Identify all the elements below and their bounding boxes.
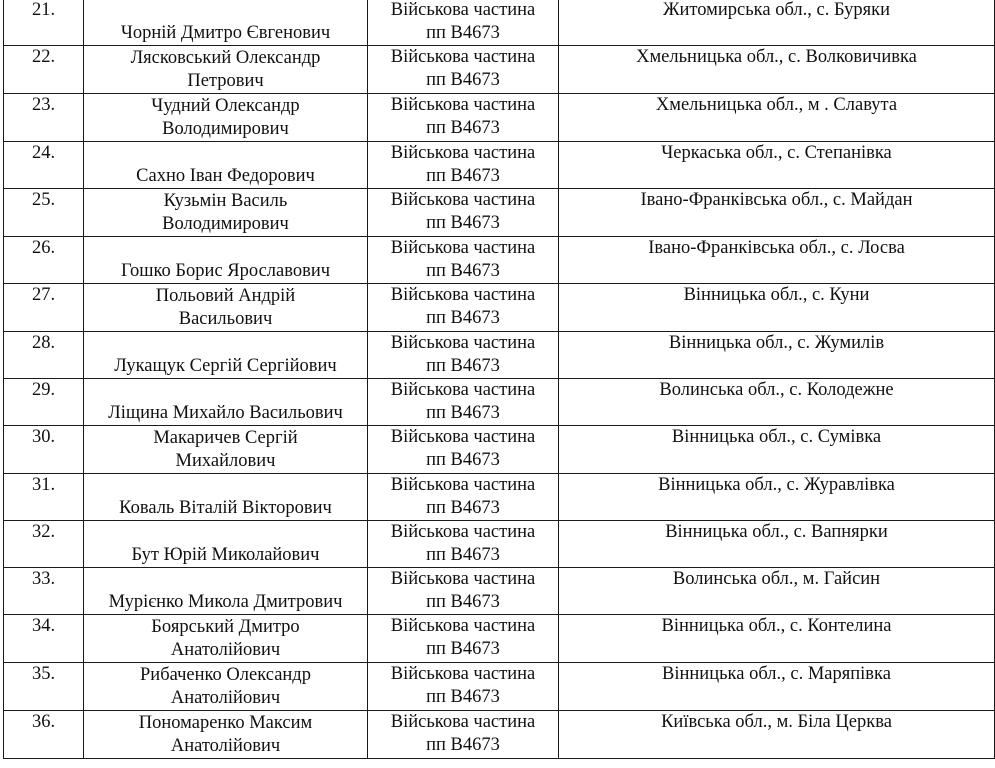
- military-unit-line2: пп В4673: [426, 403, 500, 423]
- home-location-cell: [559, 663, 995, 711]
- full-name-cell: [84, 332, 368, 379]
- military-unit-line2: пп В4673: [426, 166, 500, 186]
- military-unit-line1: Військова частина: [390, 238, 536, 258]
- military-unit-line1: Військова частина: [390, 712, 536, 732]
- military-unit-cell: [368, 0, 559, 46]
- military-unit-line1: Військова частина: [390, 0, 536, 20]
- military-unit-line2: пп В4673: [426, 545, 500, 565]
- military-unit-cell: [368, 426, 559, 474]
- home-location: Вінницька обл., с. Маряпівка: [662, 664, 891, 684]
- row-number-cell: [4, 663, 84, 711]
- home-location: Житомирська обл., с. Буряки: [662, 0, 891, 20]
- row-number: 34.: [31, 616, 56, 636]
- row-number: 29.: [31, 380, 56, 400]
- home-location-cell: [559, 521, 995, 568]
- military-unit-line2: пп В4673: [426, 23, 500, 43]
- full-name-line2: Володимирович: [162, 119, 289, 139]
- military-unit-line1: Військова частина: [390, 285, 536, 305]
- full-name-cell: [84, 237, 368, 284]
- military-unit-line2: пп В4673: [426, 450, 500, 470]
- table-row: [4, 663, 995, 711]
- full-name-cell: [84, 379, 368, 426]
- military-unit-line2: пп В4673: [426, 118, 500, 138]
- home-location-cell: [559, 46, 995, 94]
- home-location: Черкаська обл., с. Степанівка: [661, 143, 892, 163]
- military-unit-cell: [368, 189, 559, 237]
- table-row: [4, 521, 995, 568]
- home-location: Волинська обл., м. Гайсин: [672, 569, 881, 589]
- military-unit-cell: [368, 284, 559, 332]
- row-number: 30.: [31, 427, 56, 447]
- full-name-cell: [84, 46, 368, 94]
- row-number: 22.: [31, 47, 56, 67]
- full-name-line1: Пономаренко Максим: [138, 713, 313, 733]
- full-name-cell: [84, 568, 368, 615]
- full-name: Ліщина Михайло Васильович: [108, 403, 343, 423]
- full-name: Мурієнко Микола Дмитрович: [108, 592, 343, 612]
- row-number: 27.: [31, 285, 56, 305]
- military-unit-line1: Військова частина: [390, 475, 536, 495]
- row-number-cell: [4, 94, 84, 142]
- row-number-cell: [4, 332, 84, 379]
- home-location-cell: [559, 189, 995, 237]
- full-name-cell: [84, 189, 368, 237]
- military-unit-line1: Військова частина: [390, 427, 536, 447]
- military-unit-line1: Військова частина: [390, 664, 536, 684]
- military-unit-cell: [368, 615, 559, 663]
- military-unit-line1: Військова частина: [390, 190, 536, 210]
- row-number-cell: [4, 237, 84, 284]
- home-location-cell: [559, 615, 995, 663]
- home-location-cell: [559, 426, 995, 474]
- home-location: Вінницька обл., с. Куни: [683, 285, 870, 305]
- row-number-cell: [4, 521, 84, 568]
- full-name-line1: Макаричев Сергій: [153, 428, 298, 448]
- home-location: Волинська обл., с. Колодежне: [659, 380, 894, 400]
- row-number: 25.: [31, 190, 56, 210]
- row-number: 24.: [31, 143, 56, 163]
- military-unit-line1: Військова частина: [390, 380, 536, 400]
- full-name-cell: [84, 142, 368, 189]
- military-unit-line2: пп В4673: [426, 261, 500, 281]
- home-location-cell: [559, 94, 995, 142]
- table-row: [4, 0, 995, 46]
- full-name-line2: Володимирович: [162, 214, 289, 234]
- military-unit-line2: пп В4673: [426, 687, 500, 707]
- home-location-cell: [559, 237, 995, 284]
- full-name-cell: [84, 0, 368, 46]
- row-number: 33.: [31, 569, 56, 589]
- full-name-line1: Лясковський Олександр: [130, 48, 321, 68]
- military-unit-cell: [368, 379, 559, 426]
- row-number-cell: [4, 189, 84, 237]
- home-location: Вінницька обл., с. Сумівка: [671, 427, 882, 447]
- full-name-line1: Рибаченко Олександр: [140, 665, 311, 685]
- full-name: Лукащук Сергій Сергійович: [114, 356, 337, 376]
- full-name-line1: Польовий Андрій: [155, 286, 296, 306]
- military-unit-cell: [368, 711, 559, 759]
- row-number-cell: [4, 426, 84, 474]
- full-name: Бут Юрій Миколайович: [131, 545, 320, 565]
- military-unit-line2: пп В4673: [426, 356, 500, 376]
- full-name-line1: Боярський Дмитро: [151, 617, 300, 637]
- table-row: [4, 426, 995, 474]
- military-unit-cell: [368, 94, 559, 142]
- military-unit-line2: пп В4673: [426, 70, 500, 90]
- full-name-cell: [84, 474, 368, 521]
- full-name-line1: Чудний Олександр: [151, 96, 300, 116]
- home-location-cell: [559, 474, 995, 521]
- home-location: Вінницька обл., с. Вапнярки: [665, 522, 888, 542]
- table-row: [4, 474, 995, 521]
- row-number-cell: [4, 284, 84, 332]
- military-unit-line1: Військова частина: [390, 569, 536, 589]
- full-name-cell: [84, 615, 368, 663]
- home-location-cell: [559, 0, 995, 46]
- full-name-line2: Михайлович: [175, 451, 276, 471]
- table-row: [4, 615, 995, 663]
- full-name: Сахно Іван Федорович: [136, 166, 315, 186]
- row-number-cell: [4, 568, 84, 615]
- military-unit-line2: пп В4673: [426, 308, 500, 328]
- home-location: Вінницька обл., с. Жумилів: [668, 333, 885, 353]
- table-row: [4, 332, 995, 379]
- home-location: Івано-Франківська обл., с. Лосва: [648, 238, 905, 258]
- full-name-cell: [84, 663, 368, 711]
- military-unit-cell: [368, 142, 559, 189]
- military-unit-line2: пп В4673: [426, 592, 500, 612]
- full-name-line2: Анатолійович: [170, 688, 281, 708]
- military-unit-line1: Військова частина: [390, 616, 536, 636]
- row-number: 36.: [31, 712, 56, 732]
- table-row: [4, 94, 995, 142]
- roster-table-body: [4, 0, 995, 759]
- military-unit-cell: [368, 663, 559, 711]
- row-number-cell: [4, 711, 84, 759]
- military-unit-cell: [368, 237, 559, 284]
- table-row: [4, 379, 995, 426]
- home-location-cell: [559, 379, 995, 426]
- full-name: Гошко Борис Ярославович: [120, 261, 331, 281]
- row-number: 35.: [31, 664, 56, 684]
- row-number: 32.: [31, 522, 56, 542]
- full-name-cell: [84, 521, 368, 568]
- military-unit-cell: [368, 332, 559, 379]
- home-location-cell: [559, 711, 995, 759]
- table-row: [4, 284, 995, 332]
- military-unit-line2: пп В4673: [426, 498, 500, 518]
- row-number-cell: [4, 142, 84, 189]
- row-number-cell: [4, 379, 84, 426]
- roster-table: [3, 0, 995, 759]
- military-unit-line2: пп В4673: [426, 735, 500, 755]
- row-number-cell: [4, 474, 84, 521]
- full-name: Чорній Дмитро Євгенович: [120, 23, 331, 43]
- row-number: 21.: [31, 0, 56, 20]
- military-unit-line1: Військова частина: [390, 522, 536, 542]
- row-number: 28.: [31, 333, 56, 353]
- row-number-cell: [4, 0, 84, 46]
- full-name-cell: [84, 94, 368, 142]
- row-number: 23.: [31, 95, 56, 115]
- row-number: 31.: [31, 475, 56, 495]
- home-location-cell: [559, 332, 995, 379]
- military-unit-line1: Військова частина: [390, 143, 536, 163]
- home-location: Хмельницька обл., с. Волковичивка: [636, 47, 917, 67]
- full-name-line2: Петрович: [187, 71, 264, 91]
- full-name-line2: Васильович: [178, 309, 273, 329]
- home-location: Київська обл., м. Біла Церква: [661, 712, 892, 732]
- military-unit-line1: Військова частина: [390, 333, 536, 353]
- home-location-cell: [559, 568, 995, 615]
- military-unit-line2: пп В4673: [426, 213, 500, 233]
- full-name-cell: [84, 711, 368, 759]
- military-unit-line1: Військова частина: [390, 95, 536, 115]
- military-unit-cell: [368, 46, 559, 94]
- military-unit-cell: [368, 568, 559, 615]
- home-location-cell: [559, 142, 995, 189]
- home-location: Вінницька обл., с. Контелина: [661, 616, 892, 636]
- home-location: Вінницька обл., с. Журавлівка: [658, 475, 895, 495]
- military-unit-line2: пп В4673: [426, 639, 500, 659]
- row-number-cell: [4, 46, 84, 94]
- military-unit-cell: [368, 474, 559, 521]
- table-row: [4, 142, 995, 189]
- row-number: 26.: [31, 238, 56, 258]
- table-row: [4, 711, 995, 759]
- full-name-line2: Анатолійович: [170, 640, 281, 660]
- table-row: [4, 46, 995, 94]
- table-row: [4, 237, 995, 284]
- table-row: [4, 189, 995, 237]
- military-unit-cell: [368, 521, 559, 568]
- home-location: Хмельницька обл., м . Славута: [655, 95, 898, 115]
- full-name-line1: Кузьмін Василь: [163, 191, 288, 211]
- full-name-line2: Анатолійович: [170, 736, 281, 756]
- row-number-cell: [4, 615, 84, 663]
- home-location: Івано-Франківська обл., с. Майдан: [640, 190, 913, 210]
- full-name-cell: [84, 284, 368, 332]
- full-name: Коваль Віталій Вікторович: [119, 498, 332, 518]
- table-row: [4, 568, 995, 615]
- military-unit-line1: Військова частина: [390, 47, 536, 67]
- full-name-cell: [84, 426, 368, 474]
- home-location-cell: [559, 284, 995, 332]
